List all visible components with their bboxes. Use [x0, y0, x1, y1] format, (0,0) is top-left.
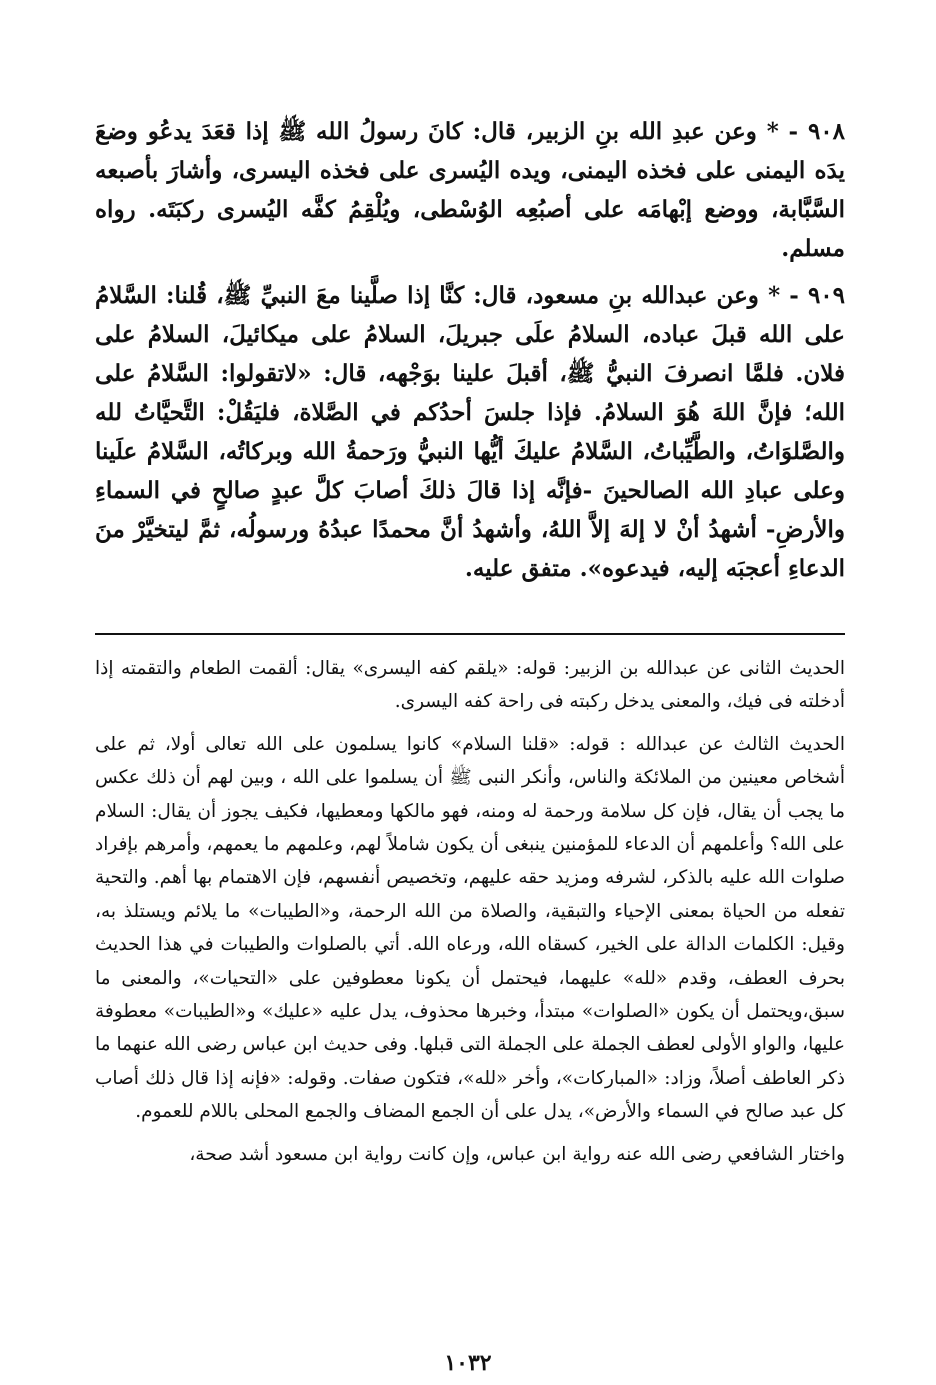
hadith-text: وعن عبدِ الله بنِ الزبير، قال: كانَ رسولُ الله ﷺ إذا قعَدَ يدعُو وضعَ يدَه اليمنى على فخذه اليمنى، ويده اليُسرى على فخذه اليسرى، وأشارَ بأصبعه السَّبَّابة، ووضع إبْهامَه على أصبُعِه الوُسْطى، ويُلْقِمُ كفَّه اليُسرى ركبَتَه. رواه مسلم. — [95, 118, 845, 262]
commentary-section — [95, 652, 845, 1180]
hadith-908 — [95, 112, 845, 268]
footnote-divider — [95, 633, 845, 635]
commentary-paragraph: واختار الشافعي رضى الله عنه رواية ابن عباس، وإن كانت رواية ابن مسعود أشد صحة، — [189, 1143, 845, 1165]
hadith-number: ٩٠٩ - * — [768, 282, 845, 309]
hadith-number: ٩٠٨ - * — [766, 118, 845, 145]
commentary-paragraph: الحديث الثانى عن عبدالله بن الزبير: قوله: «يلقم كفه اليسرى» يقال: ألقمت الطعام والتقمته إذا أدخلته فى فيك، والمعنى يدخل ركبته فى راحة كفه اليسرى. — [95, 658, 845, 713]
main-text — [95, 112, 845, 596]
hadith-909 — [95, 276, 845, 588]
page-number: ١٠٣٢ — [444, 1350, 492, 1376]
hadith-text: وعن عبدالله بنِ مسعود، قال: كنَّا إذا صلَّينا معَ النبيِّ ﷺ، قُلنا: السَّلامُ على الله قبلَ عباده، السلامُ علَى جبريلَ، السلامُ على ميكائيلَ، السلامُ على فلان. فلمَّا انصرفَ النبيُّ ﷺ، أقبلَ علينا بوَجْهه، قال: «لاتقولوا: السَّلامُ على الله؛ فإنَّ اللهَ هُوَ السلامُ. فإذا جلسَ أحدُكم في الصَّلاة، فليَقُلْ: التَّحيَّاتُ لله والصَّلوَاتُ، والطَّيِّباتُ، السَّلامُ عليكَ أيُّها النبيُّ ورَحمةُ الله وبركاتُه، السَّلامُ علَينا وعلى عبادِ الله الصالحينَ -فإنَّه إذا قالَ ذلكَ أصابَ كلَّ عبدٍ صالحٍ في السماءِ والأرضِ- أشهدُ أنْ لا إلهَ إلاَّ اللهُ، وأشهدُ أنَّ محمدًا عبدُهُ ورسولُه، ثمَّ ليتخيَّرْ منَ الدعاءِ أعجبَه إليه، فيدعوه». متفق عليه. — [95, 282, 845, 582]
commentary-paragraph: الحديث الثالث عن عبدالله : قوله: «قلنا السلام» كانوا يسلمون على الله تعالى أولا، ثم على أشخاص معينين من الملائكة والناس، وأنكر النبى ﷺ أن يسلموا على الله ، وبين لهم أن ذلك عكس ما يجب أن يقال، فإن كل سلامة ورحمة له ومنه، فهو مالكها ومعطيها، فكيف يجوز أن يقال: السلام على الله؟ وأعلمهم أن الدعاء للمؤمنين ينبغى أن يكون شاملاً لهم، وعلمهم ما يعمهم، وأمرهم بإفراد صلوات الله عليه بالذكر، لشرفه ومزيد حقه عليهم، وتخصيص أنفسهم، فإن الاهتمام بها أهم. والتحية تفعله من الحياة بمعنى الإحياء والتبقية، والصلاة من الله الرحمة، و«الطيبات» ما يلائم ويستلذ به، وقيل: الكلمات الدالة على الخير، كسقاه الله، ورعاه الله. أتي بالصلوات والطيبات في هذا الحديث بحرف العطف، وقدم «لله» عليهما، فيحتمل أن يكونا معطوفين على «التحيات»، والمعنى ما سبق،ويحتمل أن يكون «الصلوات» مبتدأ، وخبرها محذوف، يدل عليه «عليك» و«الطيبات» معطوفة عليها، والواو الأولى لعطف الجملة على الجملة التى قبلها. وفى حديث ابن عباس رضى الله عنهما ما ذكر العاطف أصلاً، وزاد: «المباركات»، وأخر «لله»، فتكون صفات. وقوله: «فإنه إذا قال ذلك أصاب كل عبد صالح في السماء والأرض»، يدل على أن الجمع المضاف والجمع المحلى باللام للعموم. — [95, 733, 845, 1123]
